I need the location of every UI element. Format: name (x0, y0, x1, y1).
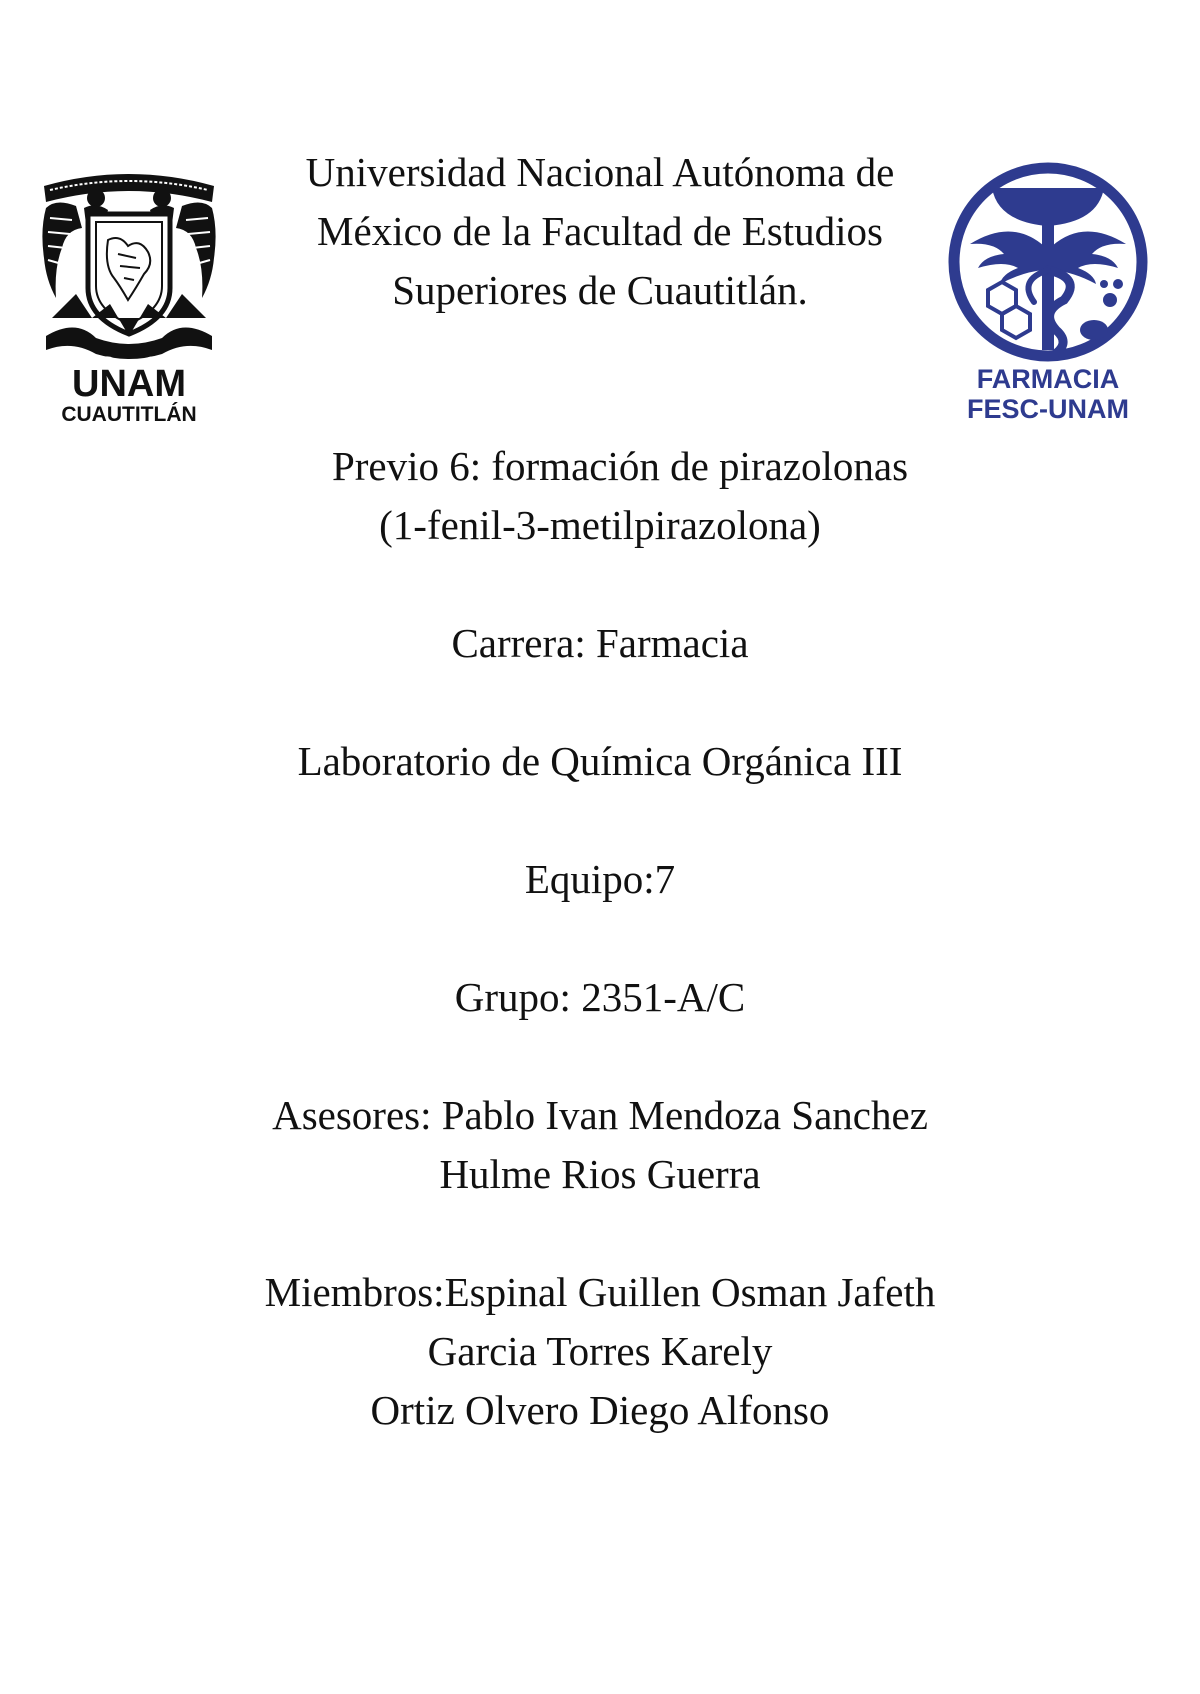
members-line-2: Garcia Torres Karely (427, 1328, 773, 1374)
team (180, 850, 1020, 909)
team-text: Equipo:7 (524, 856, 676, 902)
advisors-line-2: Hulme Rios Guerra (439, 1151, 761, 1197)
cuautitlan-logo-text: CUAUTITLÁN (61, 403, 197, 424)
university-title-line-2: México de la Facultad de Estudios (317, 208, 883, 254)
university-title-line-3: Superiores de Cuautitlán. (392, 267, 808, 313)
group-text: Grupo: 2351-A/C (454, 974, 746, 1020)
fesc-unam-logo-text: FESC-UNAM (967, 394, 1129, 422)
report-title (200, 437, 1040, 555)
unam-logo (36, 168, 222, 424)
unam-logo-text: UNAM (72, 363, 186, 405)
university-title (240, 143, 960, 320)
lab-name-text: Laboratorio de Química Orgánica III (297, 738, 903, 784)
advisors (180, 1086, 1020, 1204)
lab-name (180, 732, 1020, 791)
report-title-line-2: (1-fenil-3-metilpirazolona) (379, 502, 821, 548)
report-title-line-1: Previo 6: formación de pirazolonas (331, 443, 909, 489)
unam-coat-of-arms-icon (36, 168, 222, 424)
members-line-1: Miembros:Espinal Guillen Osman Jafeth (264, 1269, 936, 1315)
farmacia-seal-icon (948, 160, 1148, 422)
group (180, 968, 1020, 1027)
university-title-line-1: Universidad Nacional Autónoma de (305, 149, 895, 195)
advisors-line-1: Asesores: Pablo Ivan Mendoza Sanchez (272, 1092, 928, 1138)
members (180, 1263, 1020, 1440)
farmacia-logo (948, 160, 1148, 422)
career-text: Carrera: Farmacia (451, 620, 749, 666)
career (180, 614, 1020, 673)
members-line-3: Ortiz Olvero Diego Alfonso (370, 1387, 830, 1433)
farmacia-logo-text: FARMACIA (976, 364, 1120, 394)
